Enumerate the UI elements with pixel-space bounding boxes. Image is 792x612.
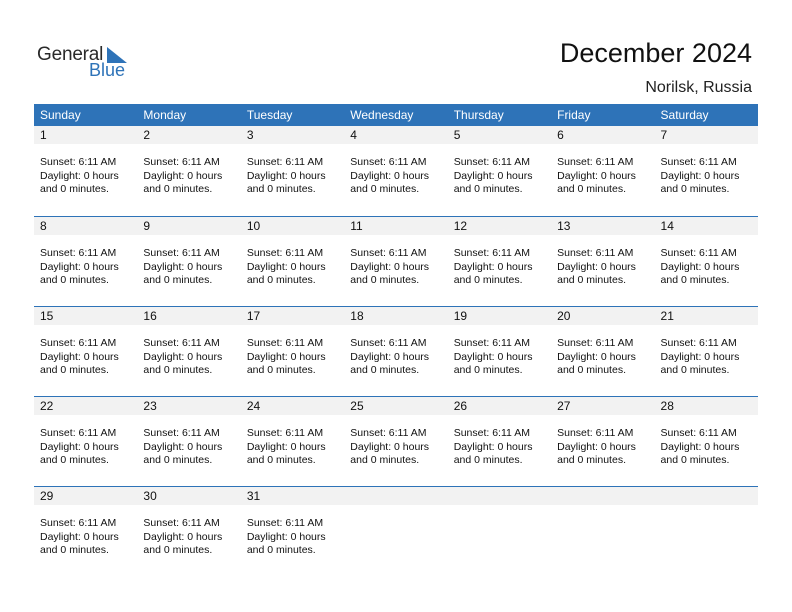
day-cell [448,427,551,468]
sunset-text: Sunset: 6:11 AM [40,427,117,439]
weekday-label: Friday [557,108,591,122]
daylight-text: Daylight: 0 hours [40,169,119,182]
week-row [34,126,758,216]
day-cell [34,517,137,558]
daylight-minutes-text: and 0 minutes. [246,183,316,196]
daylight-text: Daylight: 0 hours [143,350,223,363]
day-number: 8 [40,219,47,233]
day-cell [137,337,240,378]
daylight-text: Daylight: 0 hours [660,440,740,453]
day-number: 20 [557,309,571,323]
daylight-minutes-text: and 0 minutes. [660,364,730,377]
day-cell [241,517,344,558]
sunset-text: Sunset: 6:11 AM [40,337,117,349]
sunset-text: Sunset: 6:11 AM [660,427,737,439]
daylight-text: Daylight: 0 hours [246,169,326,182]
sunset-text: Sunset: 6:11 AM [350,247,427,259]
daylight-minutes-text: and 0 minutes. [660,183,730,196]
sunset-text: Sunset: 6:11 AM [40,156,117,168]
daylight-text: Daylight: 0 hours [660,350,740,363]
day-cell [344,517,447,558]
day-number [551,487,654,505]
daylight-text: Daylight: 0 hours [557,260,636,273]
daylight-text: Daylight: 0 hours [143,440,223,453]
daylight-text: Daylight: 0 hours [40,260,119,273]
day-cell [551,427,654,468]
daylight-minutes-text: and 0 minutes. [40,364,109,377]
week-row [34,216,758,306]
day-cell [34,337,137,378]
daylight-text: Daylight: 0 hours [143,169,223,182]
daylight-text: Daylight: 0 hours [143,530,223,543]
day-cell [344,427,447,468]
day-info-row [34,415,758,468]
day-number: 18 [350,309,364,323]
sunset-text: Sunset: 6:11 AM [246,156,324,168]
daylight-minutes-text: and 0 minutes. [350,454,420,467]
daylight-text: Daylight: 0 hours [557,169,636,182]
weekday-label: Sunday [40,108,81,122]
day-number: 23 [143,399,157,413]
daylight-text: Daylight: 0 hours [246,530,326,543]
day-number: 19 [453,309,468,323]
daylight-text: Daylight: 0 hours [40,350,119,363]
day-cell [137,427,240,468]
daylight-text: Daylight: 0 hours [350,440,430,453]
daylight-text: Daylight: 0 hours [453,260,533,273]
day-number: 12 [453,219,468,233]
sunset-text: Sunset: 6:11 AM [660,337,737,349]
day-number: 31 [246,489,261,503]
day-number [448,487,551,505]
day-number [655,487,758,505]
day-cell [34,247,137,288]
brand-name-general: General [37,44,104,65]
daylight-minutes-text: and 0 minutes. [453,454,523,467]
daylight-minutes-text: and 0 minutes. [143,364,213,377]
day-cell [448,247,551,288]
day-number: 4 [350,128,357,142]
day-cell [241,247,344,288]
calendar-grid [34,104,758,576]
day-cell [448,517,551,558]
day-cell [551,517,654,558]
day-number-bar [34,217,758,235]
day-number-bar [34,487,758,505]
daylight-text: Daylight: 0 hours [557,440,636,453]
daylight-text: Daylight: 0 hours [350,260,430,273]
weekday-label: Saturday [660,108,709,122]
sunset-text: Sunset: 6:11 AM [143,517,220,529]
day-number: 15 [40,309,54,323]
day-number: 25 [350,399,364,413]
daylight-minutes-text: and 0 minutes. [246,454,316,467]
day-number: 11 [350,219,363,233]
daylight-minutes-text: and 0 minutes. [143,454,213,467]
day-number: 2 [143,128,151,142]
sunset-text: Sunset: 6:11 AM [660,156,737,168]
daylight-text: Daylight: 0 hours [660,260,740,273]
day-cell [655,337,758,378]
day-number: 10 [246,219,261,233]
day-number: 14 [660,219,674,233]
daylight-minutes-text: and 0 minutes. [40,544,109,557]
day-cell [448,337,551,378]
weekday-label: Thursday [453,108,504,122]
brand-logo [37,44,137,80]
day-number-bar [34,307,758,325]
daylight-minutes-text: and 0 minutes. [40,183,109,196]
day-cell [344,247,447,288]
day-number [344,487,447,505]
day-number: 3 [246,128,254,142]
day-cell [655,156,758,197]
daylight-text: Daylight: 0 hours [246,440,326,453]
weeks-container [34,126,758,576]
daylight-minutes-text: and 0 minutes. [557,454,626,467]
day-cell [551,247,654,288]
day-cell [137,156,240,197]
day-cell [34,427,137,468]
day-cell [241,427,344,468]
day-number-bar [34,126,758,144]
daylight-minutes-text: and 0 minutes. [350,364,420,377]
daylight-text: Daylight: 0 hours [350,169,430,182]
daylight-text: Daylight: 0 hours [246,350,326,363]
day-cell [344,156,447,197]
daylight-minutes-text: and 0 minutes. [453,274,523,287]
week-row [34,486,758,576]
day-cell [655,517,758,558]
daylight-minutes-text: and 0 minutes. [246,274,316,287]
day-cell [655,427,758,468]
daylight-minutes-text: and 0 minutes. [143,183,213,196]
weekday-label: Tuesday [246,108,293,122]
daylight-minutes-text: and 0 minutes. [143,274,213,287]
location-label: Norilsk, Russia [645,79,752,96]
sunset-text: Sunset: 6:11 AM [246,427,324,439]
day-info-row [34,505,758,558]
daylight-text: Daylight: 0 hours [453,169,533,182]
day-number: 28 [660,399,674,413]
sunset-text: Sunset: 6:11 AM [557,247,634,259]
day-number: 13 [557,219,571,233]
daylight-minutes-text: and 0 minutes. [453,183,523,196]
day-cell [551,337,654,378]
day-cell [137,517,240,558]
day-number: 22 [40,399,54,413]
page-title: December 2024 [559,38,752,68]
day-number: 24 [246,399,261,413]
daylight-text: Daylight: 0 hours [143,260,223,273]
sunset-text: Sunset: 6:11 AM [40,517,117,529]
daylight-minutes-text: and 0 minutes. [350,183,420,196]
sunset-text: Sunset: 6:11 AM [143,247,220,259]
daylight-minutes-text: and 0 minutes. [660,274,730,287]
day-number: 30 [143,489,157,503]
day-number: 7 [660,128,668,142]
day-number: 29 [40,489,54,503]
daylight-minutes-text: and 0 minutes. [246,544,316,557]
day-cell [448,156,551,197]
day-number-bar [34,397,758,415]
daylight-text: Daylight: 0 hours [557,350,636,363]
sunset-text: Sunset: 6:11 AM [143,156,220,168]
day-number: 26 [453,399,468,413]
sunset-text: Sunset: 6:11 AM [660,247,737,259]
daylight-minutes-text: and 0 minutes. [453,364,523,377]
day-cell [344,337,447,378]
weekday-header [34,104,758,126]
daylight-text: Daylight: 0 hours [350,350,430,363]
day-info-row [34,235,758,288]
sunset-text: Sunset: 6:11 AM [246,247,324,259]
day-info-row [34,325,758,378]
daylight-text: Daylight: 0 hours [246,260,326,273]
sunset-text: Sunset: 6:11 AM [143,427,220,439]
week-row [34,306,758,396]
sunset-text: Sunset: 6:11 AM [453,156,530,168]
day-cell [551,156,654,197]
daylight-minutes-text: and 0 minutes. [557,364,626,377]
day-info-row [34,144,758,197]
week-row [34,396,758,486]
day-number: 16 [143,309,157,323]
sunset-text: Sunset: 6:11 AM [350,156,427,168]
daylight-minutes-text: and 0 minutes. [660,454,730,467]
weekday-label: Wednesday [350,108,414,122]
sunset-text: Sunset: 6:11 AM [453,247,530,259]
daylight-minutes-text: and 0 minutes. [557,274,626,287]
day-cell [241,156,344,197]
day-number: 5 [453,128,461,142]
daylight-text: Daylight: 0 hours [453,440,533,453]
daylight-text: Daylight: 0 hours [40,440,119,453]
sunset-text: Sunset: 6:11 AM [246,517,324,529]
daylight-text: Daylight: 0 hours [453,350,533,363]
sunset-text: Sunset: 6:11 AM [557,156,634,168]
day-number: 27 [557,399,571,413]
sunset-text: Sunset: 6:11 AM [350,337,427,349]
daylight-minutes-text: and 0 minutes. [40,274,109,287]
day-cell [655,247,758,288]
brand-name-blue: Blue [89,60,126,80]
daylight-minutes-text: and 0 minutes. [350,274,420,287]
weekday-label: Monday [143,108,187,122]
day-number: 6 [557,128,564,142]
daylight-minutes-text: and 0 minutes. [557,183,626,196]
day-cell [137,247,240,288]
sunset-text: Sunset: 6:11 AM [557,427,634,439]
day-number: 17 [246,309,261,323]
day-number: 21 [660,309,674,323]
sunset-text: Sunset: 6:11 AM [40,247,117,259]
daylight-text: Daylight: 0 hours [40,530,119,543]
day-cell [34,156,137,197]
sunset-text: Sunset: 6:11 AM [350,427,427,439]
sunset-text: Sunset: 6:11 AM [246,337,324,349]
daylight-minutes-text: and 0 minutes. [40,454,109,467]
sunset-text: Sunset: 6:11 AM [453,337,530,349]
daylight-minutes-text: and 0 minutes. [143,544,213,557]
daylight-text: Daylight: 0 hours [660,169,740,182]
sunset-text: Sunset: 6:11 AM [453,427,530,439]
daylight-minutes-text: and 0 minutes. [246,364,316,377]
sunset-text: Sunset: 6:11 AM [557,337,634,349]
day-cell [241,337,344,378]
sunset-text: Sunset: 6:11 AM [143,337,220,349]
day-number: 1 [40,128,47,142]
day-number: 9 [143,219,151,233]
